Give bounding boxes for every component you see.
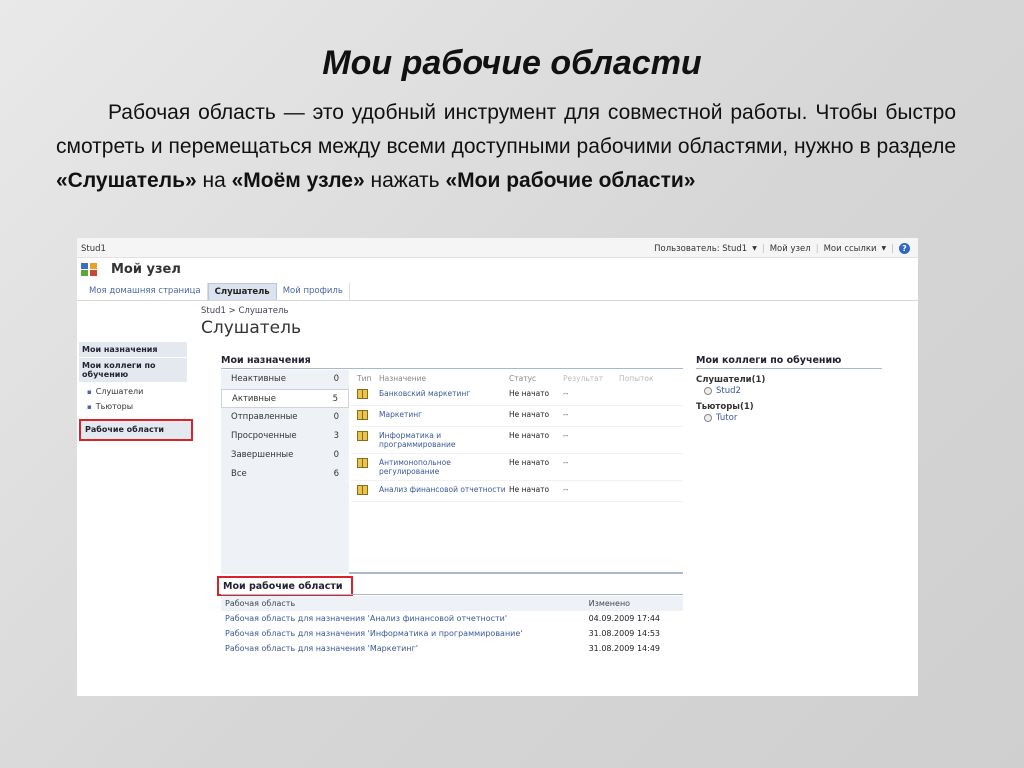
colleague-name[interactable]: Tutor [716,413,738,423]
tab-bar [83,283,350,301]
column-header-name[interactable]: Назначение [379,374,427,383]
assignment-result: -- [563,431,569,440]
assignment-result: -- [563,458,569,467]
assignment-book-icon [357,410,368,420]
filter-active[interactable] [221,389,349,408]
filter-all[interactable] [221,465,349,484]
divider [77,300,918,301]
assignment-link[interactable]: Информатика и программирование [379,431,456,449]
colleague-group-tutors: Тьюторы(1) [696,402,754,412]
workspaces-table [221,596,683,656]
column-header-type[interactable]: Тип [357,374,372,383]
para-bold-3: «Мои рабочие области» [445,169,696,192]
assignment-book-icon [357,431,368,441]
filter-count: 0 [333,450,339,460]
column-header-result[interactable]: Результат [563,374,604,383]
top-bar [77,238,918,258]
assignment-result: -- [563,485,569,494]
filter-count: 6 [333,469,339,479]
divider: | [815,243,819,254]
workspace-modified: 31.08.2009 14:49 [588,644,660,653]
filter-label: Неактивные [231,374,286,384]
assignment-result: -- [563,410,569,419]
assignments-panel [221,370,683,574]
assignment-link[interactable]: Анализ финансовой отчетности [379,485,506,494]
filter-submitted[interactable] [221,408,349,427]
site-header [77,258,918,302]
tab-profile[interactable]: Мой профиль [277,283,350,301]
assignment-filter-list [221,370,349,574]
chevron-down-icon[interactable]: ▼ [881,245,887,252]
colleagues-panel [696,355,882,423]
table-row[interactable] [351,406,683,427]
page-title: Слушатель [201,318,302,338]
filter-label: Просроченные [231,431,297,441]
column-header-status[interactable]: Статус [509,374,537,383]
nav-heading-assignments[interactable]: Мои назначения [79,342,187,358]
left-navigation [79,342,187,441]
assignments-table [351,370,683,502]
table-row[interactable] [351,385,683,406]
workspace-link[interactable]: Рабочая область для назначения 'Анализ финансовой отчетности' [225,614,508,623]
site-breadcrumb[interactable]: Stud1 [81,244,106,254]
filter-count: 5 [332,394,338,404]
filter-label: Завершенные [231,450,294,460]
table-row[interactable] [351,481,683,502]
divider: | [891,243,894,254]
assignment-link[interactable]: Антимонопольное регулирование [379,458,451,476]
para-bold-2: «Моём узле» [231,169,365,192]
chevron-down-icon[interactable]: ▼ [752,245,757,252]
para-part-2: на [196,169,232,192]
assignment-link[interactable]: Маркетинг [379,410,423,419]
colleague-item[interactable] [696,413,882,423]
presence-icon [704,414,712,422]
assignment-book-icon [357,485,368,495]
assignment-book-icon [357,458,368,468]
workspace-modified: 04.09.2009 17:44 [588,614,660,623]
filter-label: Все [231,469,247,479]
table-row[interactable] [351,454,683,481]
column-header-attempts[interactable]: Попыток [619,374,654,383]
table-row[interactable] [221,626,683,641]
breadcrumb[interactable]: Stud1 > Слушатель [201,306,289,316]
screenshot-frame [77,238,918,696]
divider: | [761,243,765,254]
presence-icon [704,387,712,395]
my-site-logo-icon [81,263,99,277]
nav-item-tutors[interactable]: ▪ Тьюторы [79,398,187,413]
column-header-workspace[interactable]: Рабочая область [225,599,296,608]
assignments-title: Мои назначения [221,355,683,369]
column-header-modified[interactable]: Изменено [588,599,631,608]
help-icon[interactable]: ? [899,243,910,254]
assignment-link[interactable]: Банковский маркетинг [379,389,471,398]
slide-paragraph [56,96,956,198]
para-part-3: нажать [364,169,446,192]
filter-label: Отправленные [231,412,298,422]
tab-student[interactable]: Слушатель [208,283,277,301]
filter-count: 0 [333,412,339,422]
tab-home[interactable]: Моя домашняя страница [83,283,208,301]
assignment-status: Не начато [509,389,550,398]
table-row[interactable] [221,641,683,656]
workspaces-title[interactable]: Мои рабочие области [217,576,353,596]
colleagues-title: Мои коллеги по обучению [696,355,882,369]
top-bar-right [654,243,910,254]
workspace-modified: 31.08.2009 14:53 [588,629,660,638]
user-menu[interactable]: Пользователь: Stud1 [654,243,748,254]
colleague-item[interactable] [696,386,882,396]
assignment-status: Не начато [509,458,550,467]
slide-title: Мои рабочие области [322,44,702,82]
nav-item-workspaces[interactable]: Рабочие области [79,419,193,441]
site-title: Мой узел [111,262,181,277]
filter-completed[interactable] [221,446,349,465]
divider [221,594,683,595]
workspace-link[interactable]: Рабочая область для назначения 'Информатика и программирование' [225,629,523,638]
assignment-result: -- [563,389,569,398]
workspace-link[interactable]: Рабочая область для назначения 'Маркетинг' [225,644,418,653]
filter-count: 0 [333,374,339,384]
para-part-1: Рабочая область — это удобный инструмент для совместной работы. Чтобы быстро смотреть и перемещаться между всеми доступными рабочими областями, нужно в разделе [56,101,956,158]
para-bold-1: «Слушатель» [56,169,197,192]
colleague-group-students: Слушатели(1) [696,375,766,385]
assignment-status: Не начато [509,485,550,494]
assignment-status: Не начато [509,410,550,419]
assignment-status: Не начато [509,431,550,440]
table-header [221,596,683,611]
my-site-link[interactable]: Мой узел [769,243,811,254]
table-header [351,370,683,385]
nav-heading-colleagues[interactable]: Мои коллеги по обучению [79,358,187,383]
table-row[interactable] [221,611,683,626]
table-row[interactable] [351,427,683,454]
filter-count: 3 [333,431,339,441]
colleague-name[interactable]: Stud2 [716,386,741,396]
filter-inactive[interactable] [221,370,349,389]
nav-item-students[interactable]: ▪ Слушатели [79,383,187,398]
my-links-menu[interactable]: Мои ссылки [823,243,877,254]
filter-label: Активные [232,394,276,404]
filter-overdue[interactable] [221,427,349,446]
assignment-book-icon [357,389,368,399]
